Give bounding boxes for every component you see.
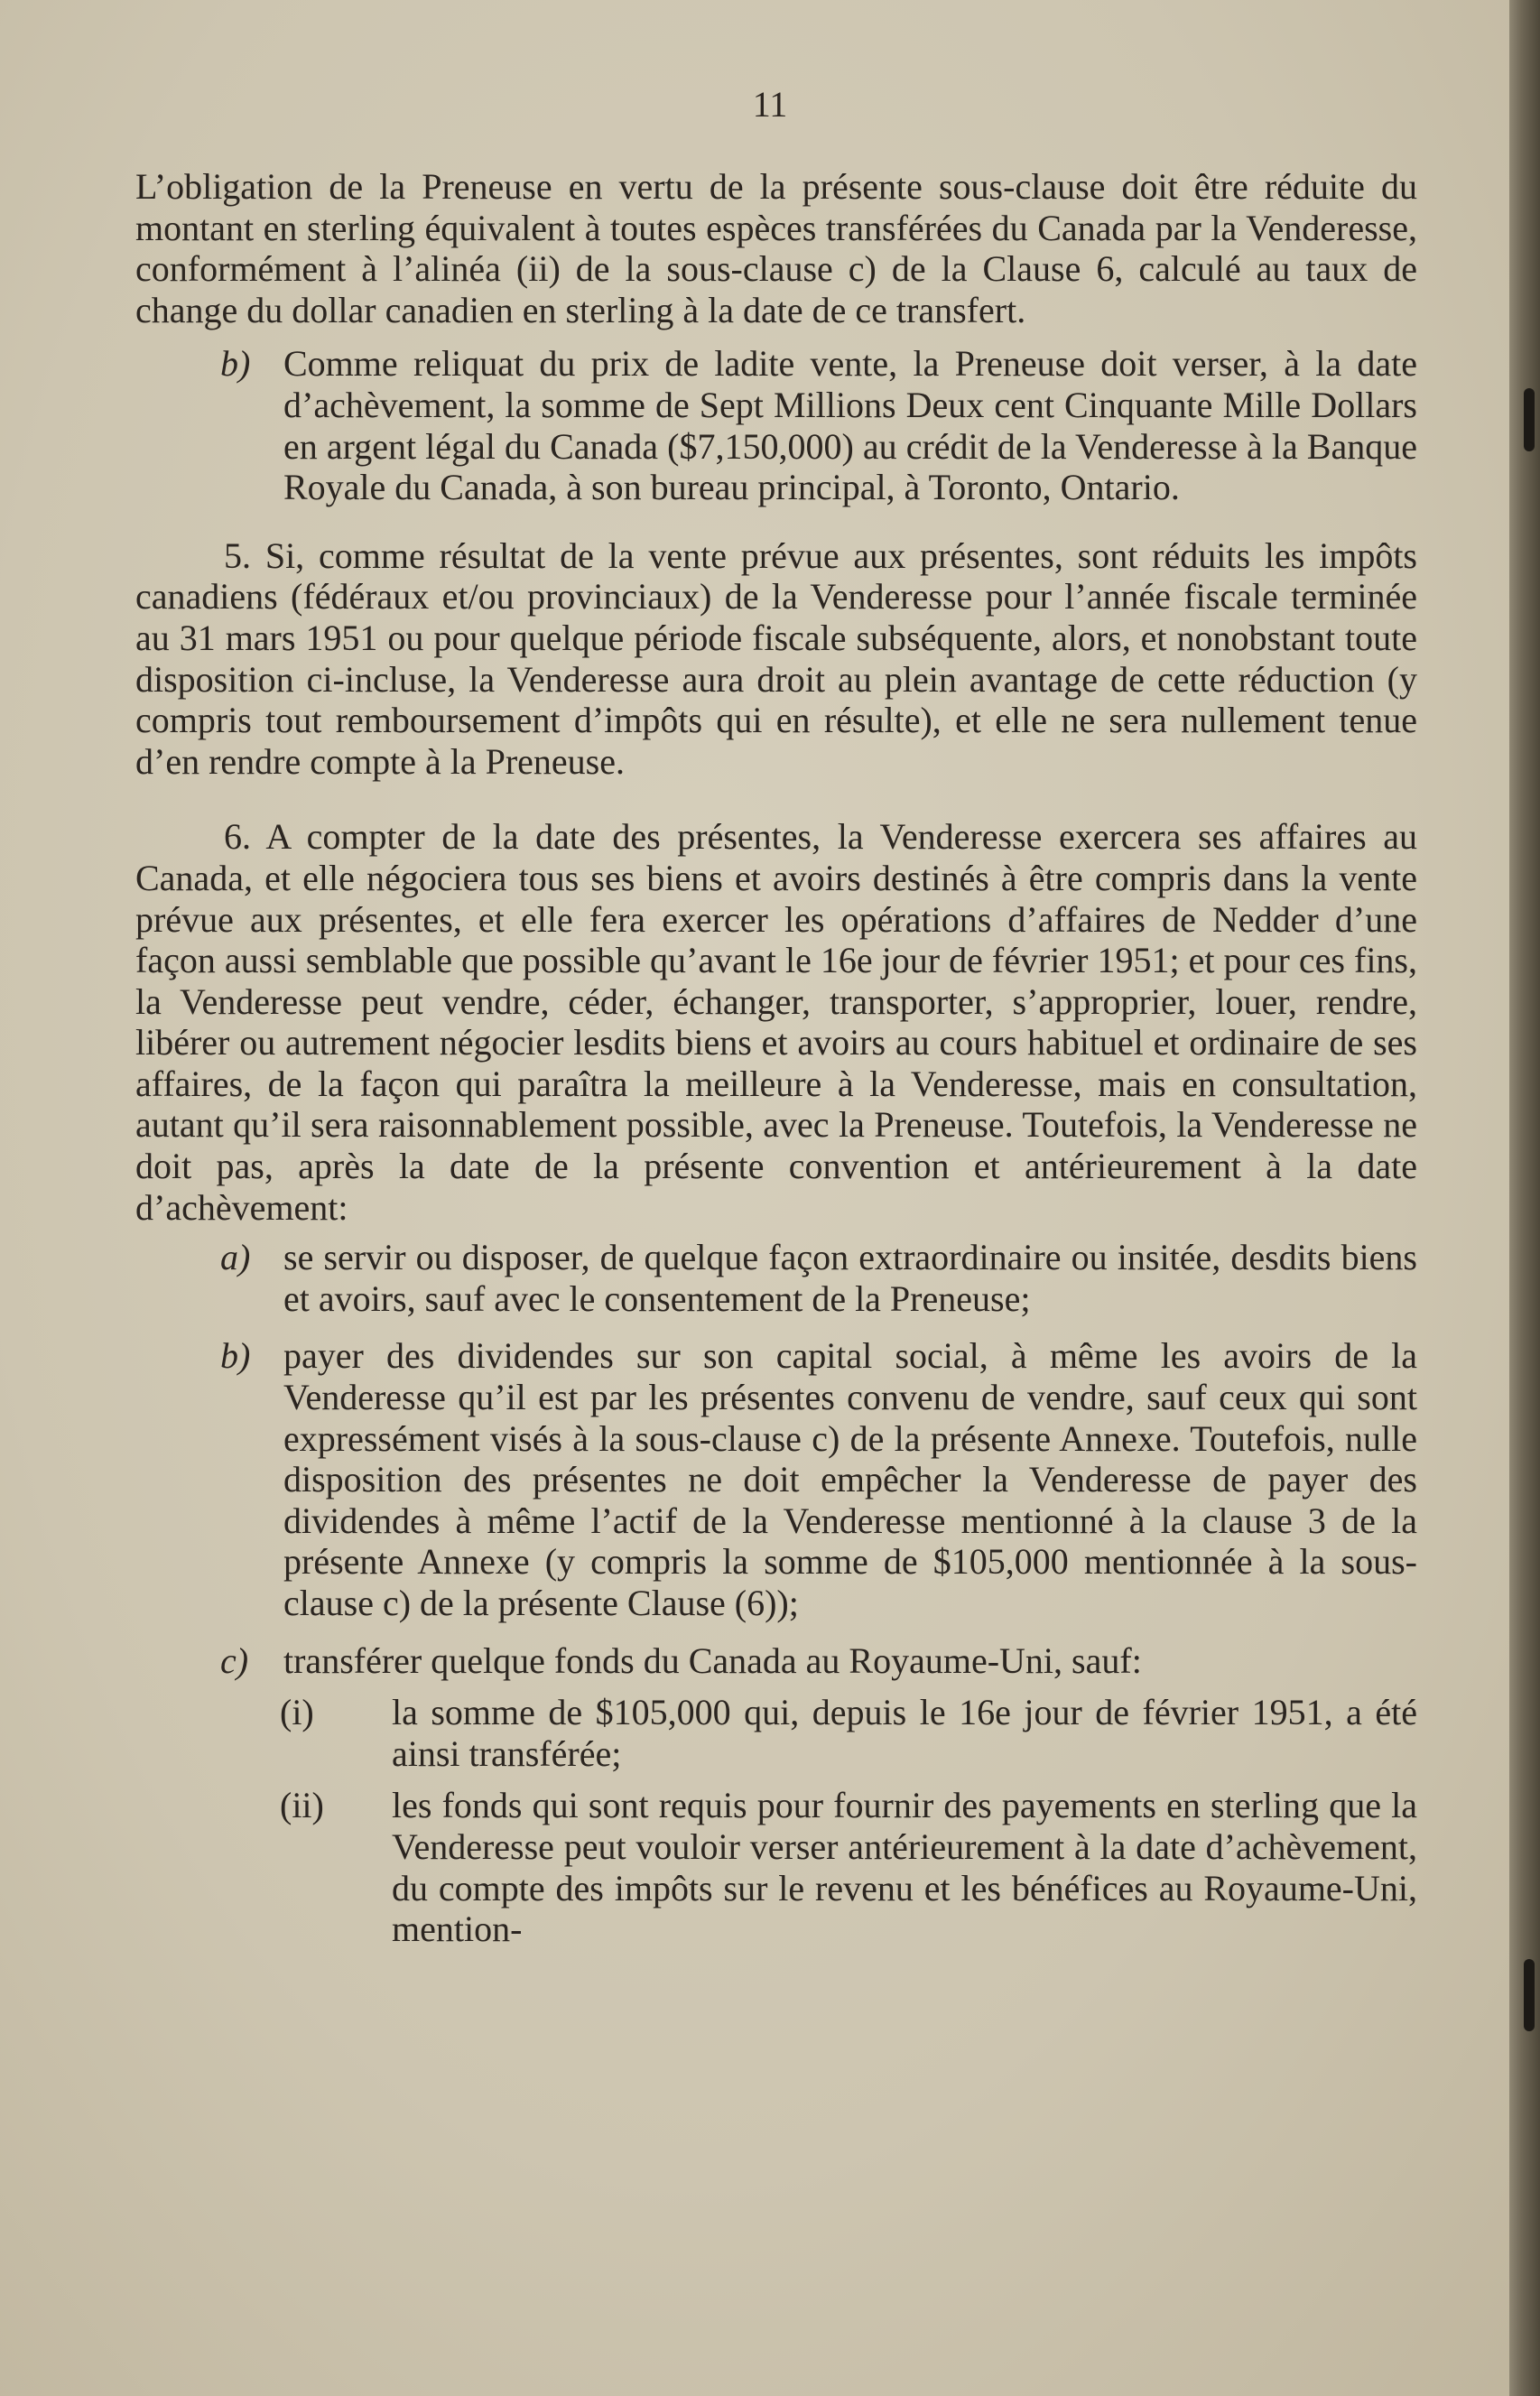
item-label: b) xyxy=(220,343,251,385)
item-label: b) xyxy=(220,1335,251,1377)
sub-item-label: (ii) xyxy=(280,1785,324,1826)
item-label: c) xyxy=(220,1639,249,1681)
binding-mark xyxy=(1524,388,1535,451)
item-text: Comme reliquat du prix de ladite vente, la Preneuse doit verser, à la date d’achèvement, la somme de Sept Millions Deux cent Cinquante Mille Dollars en argent légal du Canada ($7,150,000) au crédit de la Venderesse à la Banque Royale du Canada, à son bureau principal, à Toronto, Ontario. xyxy=(283,343,1417,508)
sub-item xyxy=(135,1785,1417,1949)
sub-item xyxy=(135,1692,1417,1774)
item-text: transférer quelque fonds du Canada au Royaume-Uni, sauf: xyxy=(283,1639,1142,1681)
page-edge xyxy=(1509,0,1540,2396)
list-item xyxy=(135,1237,1417,1319)
binding-mark xyxy=(1524,1959,1535,2031)
body-text xyxy=(135,166,1417,1950)
sub-item-label: (i) xyxy=(280,1692,314,1733)
item-label: a) xyxy=(220,1237,251,1278)
paragraph-6: 6. A compter de la date des présentes, la Venderesse exercera ses affaires au Canada, et elle négociera tous ses biens et avoirs destinés à être compris dans la vente prévue aux présentes, et elle fera exercer les opérations d’affaires de Nedder d’une façon aussi semblable que possible qu’avant le 16e jour de février 1951; et pour ces fins, la Venderesse peut vendre, céder, échanger, transporter, s’approprier, louer, rendre, libérer ou autrement négocier lesdits biens et avoirs au cours habituel et ordinaire de ses affaires, de la façon qui paraîtra la meilleure à la Venderesse, mais en consultation, autant qu’il sera raisonnablement possible, avec la Preneuse. Toutefois, la Venderesse ne doit pas, après la date de la présente convention et antérieurement à la date d’achèvement: xyxy=(135,816,1417,1228)
item-text: payer des dividendes sur son capital social, à même les avoirs de la Venderesse qu’il est par les présentes convenu de vendre, sauf ceux qui sont expressément visés à la sous-clause c) de la présente Annexe. Toutefois, nulle disposition des présentes ne doit empêcher la Venderesse de payer des dividendes à même l’actif de la Venderesse mentionné à la clause 3 de la présente Annexe (y compris la somme de $105,000 mentionnée à la sous-clause c) de la présente Clause (6)); xyxy=(283,1335,1417,1623)
item-text: se servir ou disposer, de quelque façon extraordinaire ou insitée, desdits biens et avoirs, sauf avec le consentement de la Preneuse; xyxy=(283,1237,1417,1319)
list-item xyxy=(135,1640,1417,1682)
paragraph-5: 5. Si, comme résultat de la vente prévue aux présentes, sont réduits les impôts canadiens (fédéraux et/ou provinciaux) de la Venderesse pour l’année fiscale terminée au 31 mars 1951 ou pour quelque période fiscale subséquente, alors, et nonobstant toute disposition ci-incluse, la Venderesse aura droit au plein avantage de cette réduction (y compris tout remboursement d’impôts qui en résulte), et elle ne sera nullement tenue d’en rendre compte à la Preneuse. xyxy=(135,534,1417,782)
page-number: 11 xyxy=(752,84,788,125)
paragraph-obligation: L’obligation de la Preneuse en vertu de la présente sous-clause doit être réduite du montant en sterling équivalent à toutes espèces transférées du Canada par la Venderesse, conformément à l’alinéa (ii) de la sous-clause c) de la Clause 6, calculé au taux de change du dollar canadien en sterling à la date de ce transfert. xyxy=(135,166,1417,330)
list-item xyxy=(135,1335,1417,1623)
sub-item-text: les fonds qui sont requis pour fournir des payements en sterling que la Venderesse peut vouloir verser antérieurement à la date d’achèvement, du compte des impôts sur le revenu et les bénéfices au Royaume-Uni, mention- xyxy=(392,1785,1417,1950)
list-item xyxy=(135,343,1417,507)
sub-item-text: la somme de $105,000 qui, depuis le 16e jour de février 1951, a été ainsi transférée; xyxy=(392,1692,1417,1774)
